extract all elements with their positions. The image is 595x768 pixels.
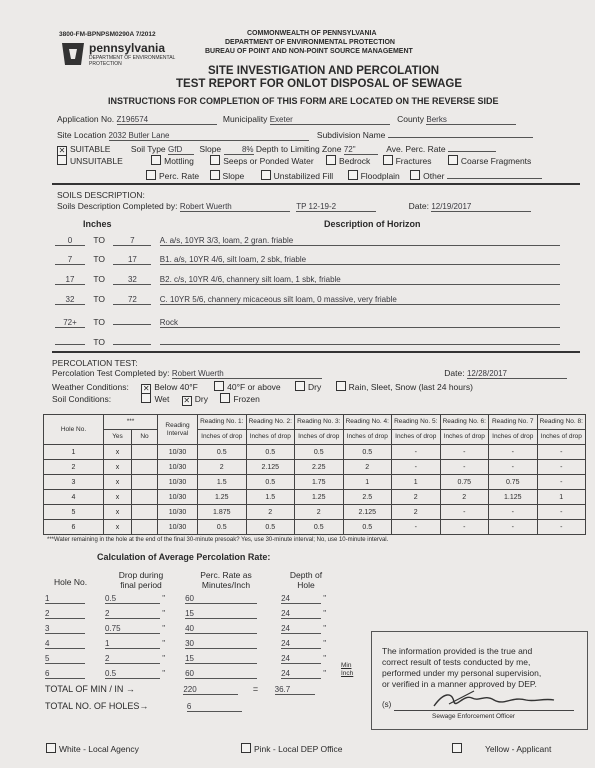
cert-line: performed under my personal supervision,: [382, 668, 542, 678]
coarse-label: Coarse Fragments: [460, 156, 532, 166]
perc-date-label: Date:: [444, 368, 465, 378]
calc-row: 6 0.5 " 60 24 ": [45, 669, 327, 678]
horizon-to[interactable]: [113, 315, 151, 325]
holes-value[interactable]: 6: [187, 702, 242, 712]
site-location-value[interactable]: 2032 Butler Lane: [109, 131, 309, 141]
signature-line[interactable]: [394, 688, 574, 711]
certification-box: [371, 631, 588, 730]
table-cell[interactable]: 2.25: [295, 460, 344, 475]
calc-drop[interactable]: 1: [105, 639, 160, 649]
average-rate[interactable]: 36.7: [275, 685, 315, 695]
application-number[interactable]: Z196574: [117, 115, 217, 125]
units-header: Inches of drop: [440, 430, 489, 445]
to-label: TO: [93, 274, 106, 284]
table-cell[interactable]: [132, 445, 158, 460]
table-cell[interactable]: 2: [392, 505, 441, 520]
table-cell[interactable]: -: [489, 520, 538, 535]
table-cell[interactable]: 0.5: [343, 445, 392, 460]
suitability-row-3: [146, 169, 542, 181]
fractures-checkbox[interactable]: [383, 155, 393, 165]
municipality-label: Municipality: [222, 114, 268, 124]
calc-depth-header: Depth of Hole: [289, 570, 323, 590]
dry-soil-label: Dry: [194, 394, 209, 404]
calc-rate[interactable]: 30: [185, 639, 257, 649]
mottling-checkbox[interactable]: [151, 155, 161, 165]
table-cell[interactable]: 10/30: [158, 505, 198, 520]
pink-copy-label: Pink - Local DEP Office: [254, 744, 343, 754]
below-40-checkbox[interactable]: ✕: [142, 384, 150, 393]
coarse-checkbox[interactable]: [448, 155, 458, 165]
ave-perc-label: Ave. Perc. Rate: [386, 144, 446, 154]
table-cell[interactable]: x: [104, 505, 132, 520]
calc-depth[interactable]: 24: [281, 639, 321, 649]
horizon-to[interactable]: 32: [113, 275, 151, 285]
table-cell[interactable]: -: [537, 460, 586, 475]
table-cell[interactable]: x: [104, 520, 132, 535]
table-cell: 2: [44, 460, 104, 475]
application-row: [57, 114, 516, 125]
horizon-desc[interactable]: B1. a/s, 10YR 4/6, silt loam, 2 sbk, friable: [160, 255, 560, 265]
horizon-to[interactable]: 17: [113, 255, 151, 265]
calc-row: 1 0.5 " 60 24 ": [45, 594, 327, 603]
table-cell[interactable]: 10/30: [158, 445, 198, 460]
signature-prefix: (s): [382, 700, 392, 709]
soils-completed-by[interactable]: Robert Wuerth: [180, 202, 290, 212]
calc-depth[interactable]: 24: [281, 654, 321, 664]
calc-row: 2 2 " 15 24 ": [45, 609, 327, 618]
soils-date[interactable]: 12/19/2017: [431, 202, 531, 212]
table-cell[interactable]: 0.75: [440, 475, 489, 490]
table-cell[interactable]: 1.25: [295, 490, 344, 505]
yellow-copy-label: Yellow - Applicant: [485, 744, 552, 754]
to-label: TO: [93, 337, 106, 347]
agency-line-2: DEPARTMENT OF ENVIRONMENTAL PROTECTION: [225, 39, 395, 46]
handwritten-signature: [394, 688, 574, 710]
total-value[interactable]: 220: [183, 685, 238, 695]
table-cell[interactable]: -: [392, 520, 441, 535]
table-cell[interactable]: 2: [198, 460, 247, 475]
calc-drop[interactable]: 2: [105, 609, 160, 619]
floodplain-checkbox[interactable]: [348, 170, 358, 180]
calc-row: 3 0.75 " 40 24 ": [45, 624, 327, 633]
calc-rate[interactable]: 15: [185, 609, 257, 619]
no-header: No: [132, 430, 158, 445]
table-cell[interactable]: 1: [392, 475, 441, 490]
copy-pink: [241, 743, 343, 754]
table-row: [44, 445, 586, 460]
table-cell: 6: [44, 520, 104, 535]
table-cell[interactable]: [132, 460, 158, 475]
suitable-label: SUITABLE: [70, 144, 111, 154]
certification-text: [382, 646, 541, 690]
pink-copy-checkbox[interactable]: [241, 743, 251, 753]
table-cell[interactable]: x: [104, 490, 132, 505]
rain-label: Rain, Sleet, Snow (last 24 hours): [348, 382, 473, 392]
hole-no-header: Hole No.: [44, 415, 104, 445]
units-header: Inches of drop: [489, 430, 538, 445]
dry-soil-checkbox[interactable]: ✕: [183, 396, 191, 405]
units-header: Inches of drop: [343, 430, 392, 445]
soil-conditions-row: [52, 393, 260, 406]
perc-rate-checkbox[interactable]: [146, 170, 156, 180]
reading-header: Reading No. 7: [489, 415, 538, 430]
table-cell[interactable]: -: [537, 520, 586, 535]
total-label: TOTAL OF MIN / IN →: [45, 684, 135, 694]
table-cell[interactable]: x: [104, 460, 132, 475]
calc-hole[interactable]: 2: [45, 609, 85, 619]
slope-value[interactable]: 8%: [224, 145, 254, 155]
perc-date[interactable]: 12/28/2017: [467, 369, 567, 379]
calc-hole[interactable]: 5: [45, 654, 85, 664]
horizon-from[interactable]: 17: [55, 275, 85, 285]
horizon-row: [55, 335, 560, 347]
calc-depth[interactable]: 24: [281, 624, 321, 634]
agency-line-1: COMMONWEALTH OF PENNSYLVANIA: [247, 30, 377, 37]
to-label: TO: [93, 235, 106, 245]
holes-label: TOTAL NO. OF HOLES→: [45, 701, 149, 711]
table-cell[interactable]: 0.5: [343, 520, 392, 535]
horizon-from[interactable]: 72+: [55, 318, 85, 328]
table-row: [44, 460, 586, 475]
reading-header: Reading No. 6:: [440, 415, 489, 430]
soils-heading: SOILS DESCRIPTION:: [57, 190, 145, 200]
table-cell[interactable]: -: [440, 460, 489, 475]
other-checkbox[interactable]: [410, 170, 420, 180]
table-cell: 3: [44, 475, 104, 490]
reading-header: Reading No. 8:: [537, 415, 586, 430]
bedrock-checkbox[interactable]: [326, 155, 336, 165]
slope-label: Slope: [199, 144, 222, 154]
calc-hole-header: Hole No.: [54, 577, 88, 587]
perc-completed-row: [52, 368, 567, 379]
calc-heading: Calculation of Average Percolation Rate:: [97, 552, 271, 562]
horizon-row: [55, 254, 560, 265]
soils-completed-row: [57, 201, 531, 212]
above-40-checkbox[interactable]: [214, 381, 224, 391]
table-cell[interactable]: -: [537, 505, 586, 520]
interval-header: Reading Interval: [158, 415, 198, 445]
table-cell[interactable]: -: [440, 520, 489, 535]
subdivision-value[interactable]: [388, 128, 533, 138]
horizon-from[interactable]: [55, 335, 85, 345]
calc-drop[interactable]: 0.5: [105, 669, 160, 679]
horizon-to[interactable]: 72: [113, 295, 151, 305]
horizon-row: [55, 235, 560, 246]
table-cell[interactable]: -: [440, 445, 489, 460]
calc-depth[interactable]: 24: [281, 594, 321, 604]
table-cell[interactable]: x: [104, 475, 132, 490]
horizon-row: [55, 274, 560, 285]
total-row: [45, 684, 315, 695]
reading-header: Reading No. 3:: [295, 415, 344, 430]
table-cell: 5: [44, 505, 104, 520]
table-cell[interactable]: 2.5: [343, 490, 392, 505]
site-row: [57, 128, 533, 141]
horizon-desc[interactable]: C. 10YR 5/6, channery micaceous silt loam, 0 massive, very friable: [160, 295, 560, 305]
frozen-checkbox[interactable]: [220, 393, 230, 403]
calc-rate[interactable]: 15: [185, 654, 257, 664]
table-cell[interactable]: 1.75: [295, 475, 344, 490]
soil-conditions-label: Soil Conditions:: [52, 394, 112, 404]
wet-checkbox[interactable]: [141, 393, 151, 403]
calc-rate[interactable]: 60: [185, 669, 257, 679]
table-cell[interactable]: 2: [392, 490, 441, 505]
yes-header: Yes: [104, 430, 132, 445]
table-cell[interactable]: 2: [295, 505, 344, 520]
horizon-from[interactable]: 32: [55, 295, 85, 305]
calc-hole[interactable]: 1: [45, 594, 85, 604]
table-cell[interactable]: 2: [246, 505, 295, 520]
table-cell[interactable]: 1.5: [246, 490, 295, 505]
form-id: 3800-FM-BPNPSM0290A 7/2012: [59, 31, 156, 38]
table-cell[interactable]: -: [440, 505, 489, 520]
calc-drop-header: Drop during final period: [118, 570, 164, 590]
signature-label: Sewage Enforcement Officer: [432, 713, 515, 720]
horizon-desc[interactable]: [160, 335, 560, 345]
depth-label: Depth to Limiting Zone: [255, 144, 342, 154]
copy-yellow: [452, 743, 551, 754]
pennsylvania-keystone-logo: [59, 41, 87, 67]
table-cell[interactable]: 1.5: [198, 475, 247, 490]
calc-drop[interactable]: 2: [105, 654, 160, 664]
perc-rate-label: Perc. Rate: [159, 171, 200, 181]
horizon-row: [55, 315, 560, 328]
weather-label: Weather Conditions:: [52, 382, 129, 392]
horizon-row: [55, 294, 560, 305]
logo-text: pennsylvania: [89, 41, 166, 55]
rain-checkbox[interactable]: [336, 381, 346, 391]
unsuitable-label: UNSUITABLE: [70, 156, 123, 166]
table-cell[interactable]: -: [392, 460, 441, 475]
table-cell[interactable]: 10/30: [158, 520, 198, 535]
to-label: TO: [93, 254, 106, 264]
suitability-row-1: [57, 142, 496, 156]
horizon-from[interactable]: 0: [55, 236, 85, 246]
yellow-copy-checkbox[interactable]: [452, 743, 462, 753]
table-cell[interactable]: 1.125: [489, 490, 538, 505]
calc-hole[interactable]: 3: [45, 624, 85, 634]
site-location-label: Site Location: [57, 130, 107, 140]
table-cell[interactable]: 2.125: [343, 505, 392, 520]
suitability-row-2: [57, 155, 531, 166]
ave-perc-value[interactable]: [448, 142, 496, 152]
table-cell[interactable]: 0.5: [295, 520, 344, 535]
copy-white: [46, 743, 139, 754]
logo-sub1: DEPARTMENT OF ENVIRONMENTAL: [89, 55, 176, 61]
perc-heading: PERCOLATION TEST:: [52, 358, 138, 368]
table-cell[interactable]: 1: [537, 490, 586, 505]
horizon-from[interactable]: 7: [55, 255, 85, 265]
dry-weather-label: Dry: [308, 382, 322, 392]
table-cell: 1: [44, 445, 104, 460]
mottling-label: Mottling: [164, 156, 194, 166]
title-line-1: SITE INVESTIGATION AND PERCOLATION: [208, 65, 440, 77]
cert-line: correct result of tests conducted by me,: [382, 657, 531, 667]
calc-depth[interactable]: 24: [281, 609, 321, 619]
dry-weather-checkbox[interactable]: [295, 381, 305, 391]
units-header: Inches of drop: [392, 430, 441, 445]
horizon-to[interactable]: 7: [113, 236, 151, 246]
table-cell[interactable]: 0.5: [198, 445, 247, 460]
table-cell[interactable]: 10/30: [158, 490, 198, 505]
soils-completed-label: Soils Description Completed by:: [57, 201, 178, 211]
depth-value[interactable]: 72": [344, 145, 378, 155]
white-copy-checkbox[interactable]: [46, 743, 56, 753]
frozen-label: Frozen: [233, 394, 260, 404]
unsuitable-checkbox[interactable]: [57, 155, 67, 165]
table-row: [44, 490, 586, 505]
presoak-footnote: ***Water remaining in the hole at the end of the final 30-minute presoak? Yes, use 30-minute interval; No, use 10-minute interval.: [47, 537, 389, 543]
soil-type-value[interactable]: GfD: [168, 145, 194, 155]
table-cell[interactable]: 2.125: [246, 460, 295, 475]
presoak-header: ***: [104, 415, 158, 430]
table-cell[interactable]: -: [537, 475, 586, 490]
to-label: TO: [93, 294, 106, 304]
table-cell[interactable]: 2: [440, 490, 489, 505]
reading-header: Reading No. 4:: [343, 415, 392, 430]
section-divider: [52, 183, 580, 185]
table-cell[interactable]: -: [489, 505, 538, 520]
calc-depth[interactable]: 24: [281, 669, 321, 679]
table-cell[interactable]: [132, 520, 158, 535]
horizon-desc[interactable]: B2. c/s, 10YR 4/6, channery silt loam, 1 sbk, friable: [160, 275, 560, 285]
other-label: Other: [423, 171, 445, 181]
soils-date-label: Date:: [408, 201, 429, 211]
table-cell: 4: [44, 490, 104, 505]
table-row: [44, 505, 586, 520]
below-40-label: Below 40°F: [154, 382, 198, 392]
table-cell[interactable]: 10/30: [158, 460, 198, 475]
table-cell[interactable]: x: [104, 445, 132, 460]
fractures-label: Fractures: [395, 156, 432, 166]
test-pit-id[interactable]: TP 12-19-2: [296, 202, 376, 212]
table-cell[interactable]: -: [489, 460, 538, 475]
inches-header: Inches: [83, 219, 112, 229]
table-cell[interactable]: 1.25: [198, 490, 247, 505]
slope-cond-label: Slope: [222, 171, 245, 181]
table-row: [44, 520, 586, 535]
calc-rate[interactable]: 60: [185, 594, 257, 604]
table-cell[interactable]: 1: [343, 475, 392, 490]
county-label: County: [397, 114, 425, 124]
cert-line: The information provided is the true and: [382, 646, 533, 656]
calc-hole[interactable]: 4: [45, 639, 85, 649]
agency-line-3: BUREAU OF POINT AND NON-POINT SOURCE MANAGEMENT: [205, 48, 413, 55]
table-cell[interactable]: -: [392, 445, 441, 460]
fill-label: Unstabilized Fill: [273, 171, 334, 181]
soil-type-label: Soil Type: [130, 144, 166, 154]
calc-row: 5 2 " 15 24 ": [45, 654, 327, 663]
calc-row: 4 1 " 30 24 ": [45, 639, 327, 648]
section-divider: [52, 351, 580, 353]
calc-rate-header: Perc. Rate as Minutes/Inch: [200, 570, 252, 590]
subdivision-label: Subdivision Name: [316, 130, 386, 140]
application-label: Application No.: [57, 114, 115, 124]
to-label: TO: [93, 317, 106, 327]
percolation-table: [43, 414, 586, 535]
table-cell[interactable]: 0.5: [246, 475, 295, 490]
table-cell[interactable]: 0.5: [198, 520, 247, 535]
wet-label: Wet: [154, 394, 170, 404]
units-header: Inches of drop: [295, 430, 344, 445]
calc-hole[interactable]: 6: [45, 669, 85, 679]
perc-completed-label: Percolation Test Completed by:: [52, 368, 170, 378]
table-cell[interactable]: -: [489, 445, 538, 460]
horizon-desc[interactable]: Rock: [160, 318, 560, 328]
table-cell[interactable]: [132, 490, 158, 505]
title-line-2: TEST REPORT FOR ONLOT DISPOSAL OF SEWAGE: [176, 78, 463, 90]
holes-row: [45, 701, 242, 712]
reading-header: Reading No. 2:: [246, 415, 295, 430]
horizon-header: Description of Horizon: [324, 219, 421, 229]
perc-completed-by[interactable]: Robert Wuerth: [172, 369, 322, 379]
municipality-value[interactable]: Exeter: [270, 115, 390, 125]
table-cell[interactable]: 2: [343, 460, 392, 475]
table-cell[interactable]: [132, 475, 158, 490]
table-cell[interactable]: 0.5: [246, 445, 295, 460]
seeps-checkbox[interactable]: [210, 155, 220, 165]
slope-checkbox[interactable]: [210, 170, 220, 180]
table-cell[interactable]: 0.75: [489, 475, 538, 490]
bedrock-label: Bedrock: [339, 156, 371, 166]
calc-rate[interactable]: 40: [185, 624, 257, 634]
calc-drop[interactable]: 0.5: [105, 594, 160, 604]
floodplain-label: Floodplain: [360, 171, 400, 181]
reading-header: Reading No. 5:: [392, 415, 441, 430]
white-copy-label: White - Local Agency: [59, 744, 139, 754]
calc-drop[interactable]: 0.75: [105, 624, 160, 634]
above-40-label: 40°F or above: [227, 382, 281, 392]
horizon-to[interactable]: [113, 335, 151, 345]
horizon-desc[interactable]: A. a/s, 10YR 3/3, loam, 2 gran. friable: [160, 236, 560, 246]
equals-sign: =: [252, 684, 259, 694]
instructions-note: INSTRUCTIONS FOR COMPLETION OF THIS FORM ARE LOCATED ON THE REVERSE SIDE: [108, 96, 499, 106]
suitable-checkbox[interactable]: ✕: [58, 146, 66, 155]
table-cell[interactable]: -: [537, 445, 586, 460]
other-value[interactable]: [447, 169, 542, 179]
county-value[interactable]: Berks: [426, 115, 516, 125]
logo-sub2: PROTECTION: [89, 61, 122, 67]
table-cell[interactable]: 0.5: [246, 520, 295, 535]
min-inch-unit: Min Inch: [341, 662, 354, 677]
reading-header: Reading No. 1:: [198, 415, 247, 430]
cert-line: or verified in a manner approved by DEP.: [382, 679, 537, 689]
table-cell[interactable]: 1.875: [198, 505, 247, 520]
units-header: Inches of drop: [198, 430, 247, 445]
units-header: Inches of drop: [246, 430, 295, 445]
table-cell[interactable]: 10/30: [158, 475, 198, 490]
fill-checkbox[interactable]: [261, 170, 271, 180]
table-row: [44, 475, 586, 490]
table-cell[interactable]: [132, 505, 158, 520]
table-cell[interactable]: 0.5: [295, 445, 344, 460]
units-header: Inches of drop: [537, 430, 586, 445]
seeps-label: Seeps or Ponded Water: [223, 156, 314, 166]
